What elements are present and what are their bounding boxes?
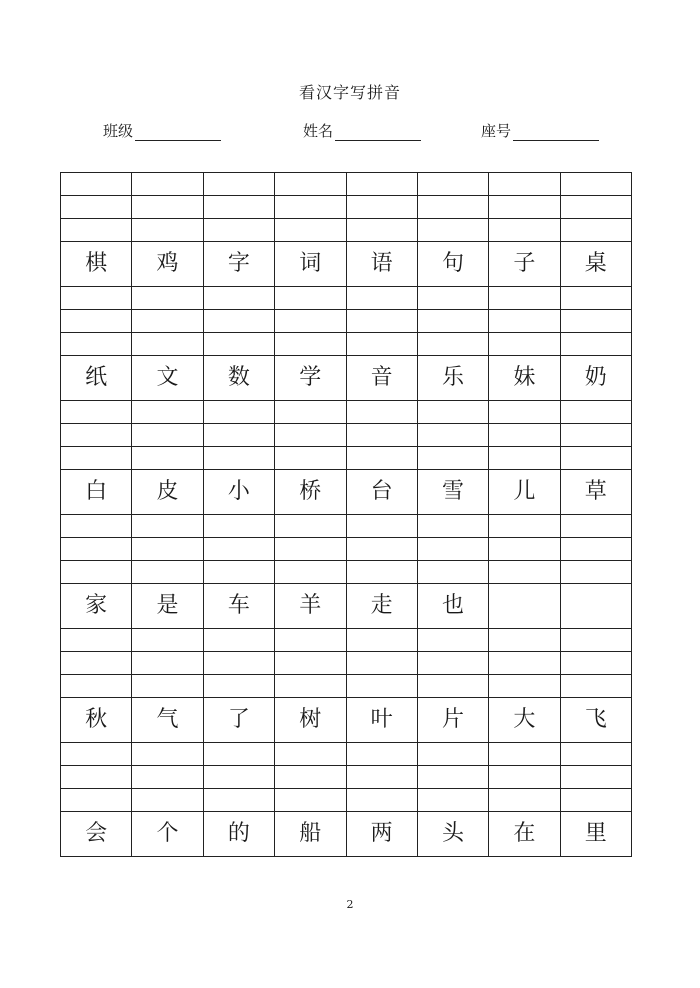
pinyin-blank-cell[interactable] (346, 675, 417, 698)
class-label: 班级 (103, 122, 134, 140)
pinyin-blank-cell[interactable] (275, 333, 346, 356)
pinyin-blank-cell[interactable] (489, 561, 560, 584)
character-cell: 的 (203, 812, 274, 857)
pinyin-blank-cell[interactable] (203, 789, 274, 812)
character-cell: 是 (132, 584, 203, 629)
seat-field (481, 120, 599, 141)
pinyin-blank-cell[interactable] (203, 447, 274, 470)
character-cell: 秋 (61, 698, 132, 743)
pinyin-blank-cell[interactable] (275, 447, 346, 470)
character-cell: 家 (61, 584, 132, 629)
character-cell: 白 (61, 470, 132, 515)
character-cell: 在 (489, 812, 560, 857)
pinyin-blank-cell[interactable] (417, 561, 488, 584)
pinyin-blank-cell[interactable] (203, 287, 274, 310)
pinyin-blank-cell[interactable] (346, 196, 417, 219)
character-cell: 语 (346, 242, 417, 287)
character-cell: 片 (417, 698, 488, 743)
pinyin-blank-cell[interactable] (489, 401, 560, 424)
seat-label: 座号 (481, 122, 512, 140)
character-cell (560, 584, 631, 629)
character-cell: 车 (203, 584, 274, 629)
pinyin-writing-row (61, 219, 632, 242)
pinyin-blank-cell[interactable] (417, 515, 488, 538)
pinyin-blank-cell[interactable] (417, 196, 488, 219)
pinyin-blank-cell[interactable] (203, 424, 274, 447)
pinyin-blank-cell[interactable] (203, 333, 274, 356)
pinyin-blank-cell[interactable] (346, 743, 417, 766)
character-cell: 气 (132, 698, 203, 743)
pinyin-blank-cell[interactable] (560, 629, 631, 652)
character-cell: 会 (61, 812, 132, 857)
pinyin-blank-cell[interactable] (61, 766, 132, 789)
pinyin-blank-cell[interactable] (275, 743, 346, 766)
pinyin-blank-cell[interactable] (61, 333, 132, 356)
character-cell: 飞 (560, 698, 631, 743)
pinyin-blank-cell[interactable] (346, 789, 417, 812)
pinyin-blank-cell[interactable] (203, 219, 274, 242)
character-cell: 妹 (489, 356, 560, 401)
pinyin-blank-cell[interactable] (560, 401, 631, 424)
pinyin-blank-cell[interactable] (132, 743, 203, 766)
pinyin-blank-cell[interactable] (132, 766, 203, 789)
pinyin-writing-row (61, 743, 632, 766)
pinyin-blank-cell[interactable] (203, 310, 274, 333)
pinyin-blank-cell[interactable] (489, 789, 560, 812)
pinyin-blank-cell[interactable] (132, 675, 203, 698)
pinyin-blank-cell[interactable] (132, 561, 203, 584)
pinyin-blank-cell[interactable] (61, 652, 132, 675)
pinyin-blank-cell[interactable] (560, 310, 631, 333)
pinyin-blank-cell[interactable] (61, 538, 132, 561)
pinyin-blank-cell[interactable] (61, 287, 132, 310)
pinyin-blank-cell[interactable] (275, 629, 346, 652)
pinyin-blank-cell[interactable] (203, 196, 274, 219)
pinyin-blank-cell[interactable] (132, 401, 203, 424)
pinyin-blank-cell[interactable] (203, 561, 274, 584)
pinyin-writing-row (61, 310, 632, 333)
pinyin-blank-cell[interactable] (560, 424, 631, 447)
pinyin-blank-cell[interactable] (132, 515, 203, 538)
pinyin-blank-cell[interactable] (489, 287, 560, 310)
pinyin-blank-cell[interactable] (489, 629, 560, 652)
character-cell: 小 (203, 470, 274, 515)
character-row (61, 356, 632, 401)
pinyin-writing-row (61, 447, 632, 470)
pinyin-blank-cell[interactable] (203, 173, 274, 196)
pinyin-blank-cell[interactable] (560, 538, 631, 561)
character-row (61, 584, 632, 629)
pinyin-blank-cell[interactable] (132, 173, 203, 196)
pinyin-blank-cell[interactable] (346, 424, 417, 447)
pinyin-blank-cell[interactable] (275, 515, 346, 538)
pinyin-blank-cell[interactable] (346, 561, 417, 584)
pinyin-blank-cell[interactable] (346, 310, 417, 333)
character-cell: 船 (275, 812, 346, 857)
pinyin-blank-cell[interactable] (61, 561, 132, 584)
pinyin-blank-cell[interactable] (61, 629, 132, 652)
pinyin-blank-cell[interactable] (61, 743, 132, 766)
pinyin-blank-cell[interactable] (61, 401, 132, 424)
pinyin-writing-row (61, 424, 632, 447)
pinyin-blank-cell[interactable] (417, 447, 488, 470)
pinyin-blank-cell[interactable] (275, 766, 346, 789)
pinyin-blank-cell[interactable] (275, 652, 346, 675)
pinyin-blank-cell[interactable] (61, 310, 132, 333)
character-cell (489, 584, 560, 629)
pinyin-blank-cell[interactable] (417, 287, 488, 310)
pinyin-blank-cell[interactable] (560, 219, 631, 242)
pinyin-blank-cell[interactable] (275, 310, 346, 333)
pinyin-blank-cell[interactable] (560, 515, 631, 538)
page-title: 看汉字写拼音 (298, 83, 401, 102)
pinyin-blank-cell[interactable] (489, 766, 560, 789)
pinyin-writing-row (61, 515, 632, 538)
pinyin-blank-cell[interactable] (132, 424, 203, 447)
pinyin-writing-row (61, 196, 632, 219)
pinyin-blank-cell[interactable] (275, 675, 346, 698)
pinyin-blank-cell[interactable] (417, 652, 488, 675)
pinyin-blank-cell[interactable] (346, 173, 417, 196)
pinyin-blank-cell[interactable] (489, 447, 560, 470)
pinyin-blank-cell[interactable] (489, 743, 560, 766)
pinyin-blank-cell[interactable] (417, 789, 488, 812)
pinyin-blank-cell[interactable] (61, 196, 132, 219)
pinyin-blank-cell[interactable] (560, 287, 631, 310)
pinyin-blank-cell[interactable] (346, 401, 417, 424)
pinyin-blank-cell[interactable] (417, 173, 488, 196)
pinyin-blank-cell[interactable] (417, 675, 488, 698)
pinyin-blank-cell[interactable] (203, 515, 274, 538)
pinyin-blank-cell[interactable] (489, 310, 560, 333)
pinyin-writing-row (61, 333, 632, 356)
character-cell: 羊 (275, 584, 346, 629)
character-cell: 叶 (346, 698, 417, 743)
name-blank-line (335, 124, 421, 141)
pinyin-blank-cell[interactable] (489, 538, 560, 561)
name-label: 姓名 (303, 122, 334, 140)
pinyin-writing-row (61, 675, 632, 698)
pinyin-blank-cell[interactable] (417, 766, 488, 789)
pinyin-blank-cell[interactable] (417, 401, 488, 424)
pinyin-blank-cell[interactable] (489, 196, 560, 219)
seat-blank-line (513, 124, 599, 141)
page-number: 2 (346, 898, 354, 911)
pinyin-blank-cell[interactable] (489, 219, 560, 242)
class-blank-line (135, 124, 221, 141)
pinyin-blank-cell[interactable] (132, 652, 203, 675)
character-cell: 桥 (275, 470, 346, 515)
pinyin-blank-cell[interactable] (489, 675, 560, 698)
pinyin-blank-cell[interactable] (132, 310, 203, 333)
pinyin-blank-cell[interactable] (560, 789, 631, 812)
pinyin-blank-cell[interactable] (346, 652, 417, 675)
pinyin-blank-cell[interactable] (61, 424, 132, 447)
pinyin-blank-cell[interactable] (275, 561, 346, 584)
pinyin-writing-row (61, 173, 632, 196)
pinyin-blank-cell[interactable] (560, 561, 631, 584)
character-cell: 台 (346, 470, 417, 515)
pinyin-blank-cell[interactable] (132, 447, 203, 470)
character-cell: 乐 (417, 356, 488, 401)
pinyin-blank-cell[interactable] (560, 196, 631, 219)
pinyin-writing-row (61, 561, 632, 584)
pinyin-blank-cell[interactable] (560, 447, 631, 470)
pinyin-writing-row (61, 766, 632, 789)
character-cell: 个 (132, 812, 203, 857)
pinyin-blank-cell[interactable] (203, 629, 274, 652)
character-cell: 字 (203, 242, 274, 287)
pinyin-blank-cell[interactable] (132, 333, 203, 356)
pinyin-blank-cell[interactable] (346, 219, 417, 242)
pinyin-blank-cell[interactable] (346, 538, 417, 561)
pinyin-blank-cell[interactable] (61, 515, 132, 538)
character-row (61, 470, 632, 515)
pinyin-worksheet-grid (60, 172, 632, 857)
pinyin-blank-cell[interactable] (489, 424, 560, 447)
character-cell: 文 (132, 356, 203, 401)
pinyin-blank-cell[interactable] (560, 675, 631, 698)
pinyin-blank-cell[interactable] (560, 333, 631, 356)
character-cell: 儿 (489, 470, 560, 515)
character-cell: 词 (275, 242, 346, 287)
character-cell: 大 (489, 698, 560, 743)
character-cell: 纸 (61, 356, 132, 401)
pinyin-blank-cell[interactable] (61, 675, 132, 698)
character-cell: 树 (275, 698, 346, 743)
pinyin-blank-cell[interactable] (61, 173, 132, 196)
pinyin-blank-cell[interactable] (346, 766, 417, 789)
character-cell: 棋 (61, 242, 132, 287)
pinyin-blank-cell[interactable] (560, 743, 631, 766)
character-cell: 皮 (132, 470, 203, 515)
pinyin-blank-cell[interactable] (560, 173, 631, 196)
pinyin-blank-cell[interactable] (61, 789, 132, 812)
pinyin-blank-cell[interactable] (346, 333, 417, 356)
character-cell: 了 (203, 698, 274, 743)
character-cell: 桌 (560, 242, 631, 287)
character-cell: 也 (417, 584, 488, 629)
pinyin-blank-cell[interactable] (275, 287, 346, 310)
pinyin-writing-row (61, 287, 632, 310)
pinyin-blank-cell[interactable] (489, 333, 560, 356)
pinyin-blank-cell[interactable] (61, 219, 132, 242)
pinyin-blank-cell[interactable] (132, 789, 203, 812)
pinyin-blank-cell[interactable] (275, 196, 346, 219)
pinyin-blank-cell[interactable] (275, 401, 346, 424)
pinyin-blank-cell[interactable] (346, 447, 417, 470)
class-field (103, 120, 221, 141)
character-cell: 鸡 (132, 242, 203, 287)
pinyin-blank-cell[interactable] (275, 424, 346, 447)
pinyin-blank-cell[interactable] (203, 743, 274, 766)
character-cell: 走 (346, 584, 417, 629)
pinyin-blank-cell[interactable] (275, 789, 346, 812)
pinyin-blank-cell[interactable] (560, 766, 631, 789)
pinyin-blank-cell[interactable] (346, 629, 417, 652)
character-cell: 里 (560, 812, 631, 857)
pinyin-blank-cell[interactable] (132, 196, 203, 219)
name-field (303, 120, 421, 141)
pinyin-blank-cell[interactable] (132, 538, 203, 561)
character-cell: 子 (489, 242, 560, 287)
character-row (61, 698, 632, 743)
pinyin-blank-cell[interactable] (275, 538, 346, 561)
pinyin-blank-cell[interactable] (560, 652, 631, 675)
pinyin-blank-cell[interactable] (203, 401, 274, 424)
pinyin-writing-row (61, 629, 632, 652)
character-row (61, 812, 632, 857)
character-cell: 雪 (417, 470, 488, 515)
character-cell: 头 (417, 812, 488, 857)
pinyin-blank-cell[interactable] (203, 766, 274, 789)
pinyin-blank-cell[interactable] (132, 287, 203, 310)
pinyin-blank-cell[interactable] (346, 287, 417, 310)
character-cell: 句 (417, 242, 488, 287)
pinyin-blank-cell[interactable] (417, 424, 488, 447)
pinyin-blank-cell[interactable] (489, 515, 560, 538)
pinyin-writing-row (61, 538, 632, 561)
pinyin-blank-cell[interactable] (417, 743, 488, 766)
pinyin-blank-cell[interactable] (417, 538, 488, 561)
pinyin-blank-cell[interactable] (346, 515, 417, 538)
pinyin-blank-cell[interactable] (132, 629, 203, 652)
pinyin-blank-cell[interactable] (417, 310, 488, 333)
pinyin-blank-cell[interactable] (417, 629, 488, 652)
pinyin-blank-cell[interactable] (275, 219, 346, 242)
character-cell: 两 (346, 812, 417, 857)
pinyin-writing-row (61, 652, 632, 675)
character-cell: 奶 (560, 356, 631, 401)
character-row (61, 242, 632, 287)
pinyin-blank-cell[interactable] (203, 652, 274, 675)
character-cell: 学 (275, 356, 346, 401)
character-cell: 草 (560, 470, 631, 515)
pinyin-blank-cell[interactable] (61, 447, 132, 470)
pinyin-blank-cell[interactable] (489, 652, 560, 675)
pinyin-blank-cell[interactable] (275, 173, 346, 196)
character-cell: 数 (203, 356, 274, 401)
pinyin-blank-cell[interactable] (417, 333, 488, 356)
pinyin-writing-row (61, 789, 632, 812)
pinyin-blank-cell[interactable] (417, 219, 488, 242)
character-cell: 音 (346, 356, 417, 401)
pinyin-blank-cell[interactable] (489, 173, 560, 196)
pinyin-writing-row (61, 401, 632, 424)
pinyin-blank-cell[interactable] (132, 219, 203, 242)
pinyin-blank-cell[interactable] (203, 538, 274, 561)
pinyin-blank-cell[interactable] (203, 675, 274, 698)
